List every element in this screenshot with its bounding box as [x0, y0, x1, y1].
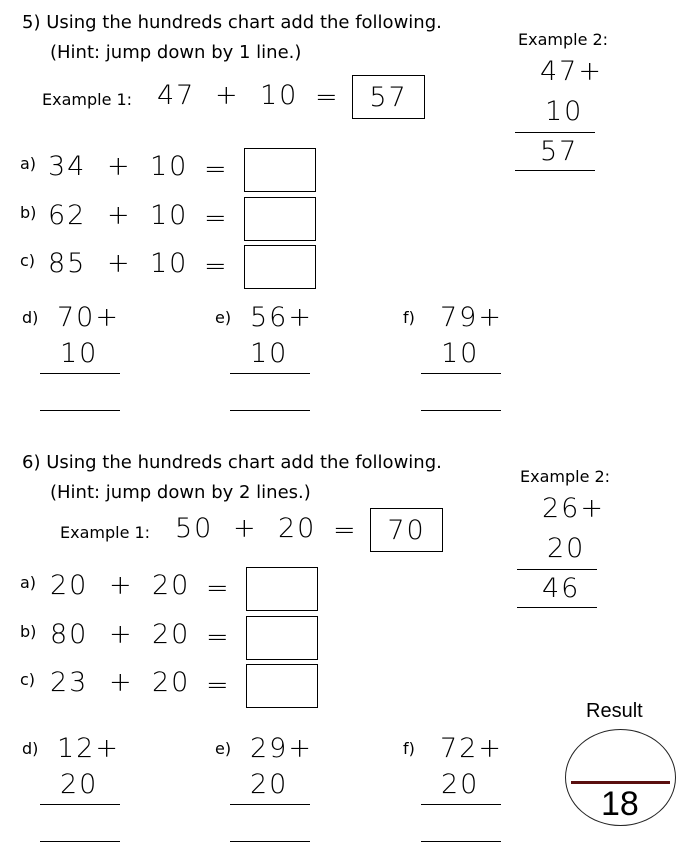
q5-example1-eq: = [315, 82, 340, 113]
q6-hint: (Hint: jump down by 2 lines.) [50, 482, 311, 503]
q5-example2-a: 47+ [540, 56, 603, 87]
q6-row-a: 23 [50, 667, 89, 698]
q5-example2-line [515, 132, 595, 133]
q6-col-b: 20 [250, 769, 289, 800]
q6-row-b: 20 [152, 619, 191, 650]
q5-example1-a: 47 [157, 80, 196, 111]
answer-value: 70 [387, 515, 426, 546]
q6-col-answer-line[interactable] [421, 841, 501, 842]
q5-example1-label: Example 1: [42, 90, 133, 109]
q6-row-eq: = [206, 622, 231, 653]
q6-answer-box[interactable] [246, 567, 318, 611]
q6-col-a: 72+ [440, 733, 503, 764]
q6-col-line [40, 804, 120, 805]
q6-col-answer-line[interactable] [40, 841, 120, 842]
q6-example2-answer: 46 [542, 573, 581, 604]
q5-example1-b: 10 [260, 80, 299, 111]
q6-col-a: 29+ [250, 733, 313, 764]
q5-col-a: 79+ [440, 302, 503, 333]
q6-row-label: a) [20, 573, 37, 592]
q6-example2-line [517, 569, 597, 570]
q6-row-eq: = [206, 670, 231, 701]
result-score: 18 [601, 785, 639, 823]
q5-row-op: + [107, 248, 132, 279]
q6-row-op: + [109, 667, 134, 698]
q6-example1-label: Example 1: [60, 523, 151, 542]
q5-col-answer-line[interactable] [40, 410, 120, 411]
q5-row-label: c) [20, 251, 36, 270]
q5-row-eq: = [204, 251, 229, 282]
q5-row-b: 10 [150, 151, 189, 182]
q5-col-label: d) [22, 308, 39, 327]
q6-row-eq: = [206, 573, 231, 604]
q5-row-label: b) [20, 203, 37, 222]
q5-row-b: 10 [150, 248, 189, 279]
q6-answer-box[interactable] [246, 616, 318, 660]
q5-row-op: + [107, 151, 132, 182]
q5-row-op: + [107, 200, 132, 231]
result-label: Result [586, 700, 643, 722]
result-line [571, 781, 670, 784]
q5-col-b: 10 [60, 338, 99, 369]
q6-example1-op: + [233, 513, 258, 544]
q5-example2-underline [515, 170, 595, 171]
q6-col-line [421, 804, 501, 805]
q5-example2-label: Example 2: [518, 30, 609, 49]
q6-title: 6) Using the hundreds chart add the following. [22, 452, 442, 473]
q5-title: 5) Using the hundreds chart add the following. [22, 12, 442, 33]
q6-example1-a: 50 [175, 513, 214, 544]
q5-row-eq: = [204, 154, 229, 185]
q6-col-label: e) [215, 739, 232, 758]
q5-col-answer-line[interactable] [421, 410, 501, 411]
q5-row-a: 85 [48, 248, 87, 279]
q5-row-b: 10 [150, 200, 189, 231]
q6-row-op: + [109, 570, 134, 601]
q5-answer-box[interactable] [244, 197, 316, 241]
q5-col-label: f) [403, 308, 415, 327]
q6-row-a: 80 [50, 619, 89, 650]
q5-example2-b: 10 [545, 96, 584, 127]
q6-row-label: b) [20, 622, 37, 641]
q5-col-line [230, 373, 310, 374]
q5-col-line [421, 373, 501, 374]
q6-col-answer-line[interactable] [230, 841, 310, 842]
q5-example1-op: + [215, 80, 240, 111]
q6-row-b: 20 [152, 667, 191, 698]
q5-answer-box[interactable] [244, 245, 316, 289]
q5-example1-answer-box [352, 75, 425, 119]
q5-hint: (Hint: jump down by 1 line.) [50, 42, 302, 63]
q6-example2-underline [517, 607, 597, 608]
q6-row-op: + [109, 619, 134, 650]
q6-example2-a: 26+ [542, 493, 605, 524]
q5-row-a: 34 [48, 151, 87, 182]
q5-col-a: 70+ [57, 302, 120, 333]
q5-row-eq: = [204, 203, 229, 234]
q5-col-b: 10 [250, 338, 289, 369]
q6-example2-label: Example 2: [520, 467, 611, 486]
q5-row-label: a) [20, 154, 37, 173]
q5-example2-answer: 57 [540, 136, 579, 167]
q6-col-a: 12+ [57, 733, 120, 764]
q6-row-b: 20 [152, 570, 191, 601]
q5-col-b: 10 [441, 338, 480, 369]
q6-row-a: 20 [50, 570, 89, 601]
q5-col-a: 56+ [250, 302, 313, 333]
q5-col-answer-line[interactable] [230, 410, 310, 411]
q5-answer-box[interactable] [244, 148, 316, 192]
q6-example2-b: 20 [547, 533, 586, 564]
q5-row-a: 62 [48, 200, 87, 231]
q6-col-label: f) [403, 739, 415, 758]
q6-answer-box[interactable] [246, 664, 318, 708]
q6-col-b: 20 [60, 769, 99, 800]
q6-example1-eq: = [333, 515, 358, 546]
answer-value: 57 [369, 82, 408, 113]
q6-example1-answer-box [370, 508, 443, 552]
q5-col-label: e) [215, 308, 232, 327]
q6-row-label: c) [20, 670, 36, 689]
q6-example1-b: 20 [278, 513, 317, 544]
q5-col-line [40, 373, 120, 374]
q6-col-line [230, 804, 310, 805]
q6-col-label: d) [22, 739, 39, 758]
q6-col-b: 20 [441, 769, 480, 800]
